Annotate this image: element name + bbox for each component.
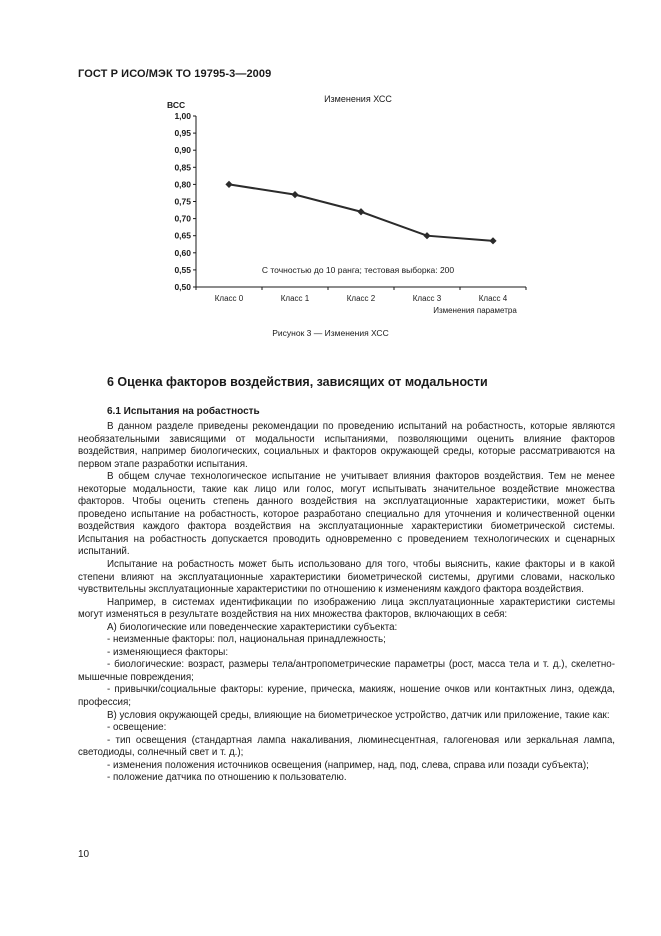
list-item: - положение датчика по отношению к пользователю.: [107, 772, 347, 784]
y-tick-label: 0,60: [174, 247, 191, 258]
figure-caption: Рисунок 3 — Изменения ХСС: [272, 328, 389, 338]
chart-y-axis-label: ВСС: [167, 100, 186, 110]
y-tick-label: 0,70: [174, 213, 191, 224]
data-point: [489, 237, 496, 244]
x-tick-label: Класс 0: [214, 294, 244, 303]
x-tick-label: Класс 4: [478, 294, 508, 303]
y-tick-label: 0,95: [174, 128, 191, 139]
body-text: [78, 421, 615, 785]
page-number: 10: [78, 849, 90, 860]
chart-annotation: С точностью до 10 ранга; тестовая выборка: 200: [261, 265, 455, 275]
list-item: - привычки/социальные факторы: курение, прическа, макияж, ношение очков или контактных линз, одежда, профессия;: [78, 684, 615, 709]
paragraph: В данном разделе приведены рекомендации по проведению испытаний на робастность, которые являются необязательными зависящими от модальности испытаниями, позволяющими оценить влияние факторов воздействия, например биологических, социальных и факторов окружающей среды, которые рассматриваются на первом этапе разработки испытания.: [78, 421, 615, 470]
list-item: - изменения положения источников освещения (например, над, под, слева, справа или позади субъекта);: [107, 759, 589, 771]
paragraph: Например, в системах идентификации по изображению лица эксплуатационные характеристики системы могут изменяться в результате воздействия на них множества факторов, включающих в себя:: [78, 596, 615, 621]
y-tick-label: 1,00: [174, 111, 191, 121]
section-title: 6 Оценка факторов воздействия, зависящих от модальности: [107, 375, 488, 389]
list-item: В) условия окружающей среды, влияющие на биометрическое устройство, датчик или приложение, такие как:: [107, 709, 610, 721]
document-header: ГОСТ Р ИСО/МЭК ТО 19795-3—2009: [78, 68, 272, 80]
data-point: [357, 208, 364, 215]
line-chart: [0, 0, 661, 330]
data-point: [423, 232, 430, 239]
list-item: - освещение:: [107, 722, 167, 734]
paragraph: Испытание на робастность может быть использовано для того, чтобы выяснить, какие факторы и в какой степени влияют на эксплуатационные характеристики биометрической системы, другими словами, насколько чувствительны эксплуатационные характеристики по отношению к изменениям каждого фактора воздействия.: [78, 559, 615, 596]
list-item: А) биологические или поведенческие характеристики субъекта:: [107, 621, 398, 633]
y-tick-label: 0,50: [174, 282, 191, 292]
list-item: - биологические: возраст, размеры тела/антропометрические параметры (рост, масса тела и т. д.), скелетно-мышечные повреждения;: [78, 659, 615, 683]
x-tick-label: Класс 2: [346, 294, 376, 303]
y-tick-label: 0,55: [174, 264, 191, 275]
chart-x-ticks: [196, 287, 526, 303]
subsection-title: 6.1 Испытания на робастность: [107, 406, 260, 417]
x-tick-label: Класс 3: [412, 294, 442, 303]
list-item: - изменяющиеся факторы:: [107, 646, 229, 658]
y-tick-label: 0,65: [174, 230, 191, 241]
data-point: [291, 191, 298, 198]
y-tick-label: 0,75: [174, 196, 191, 207]
paragraph: В общем случае технологическое испытание не учитывает влияния факторов воздействия. Тем не менее некоторые модальности, такие как лицо или голос, могут испытывать значительное воздействие множества факторов. Чтобы оценить степень данного воздействия на эксплуатационные характеристики, может быть проведено испытание на робастность, которое разработано специально для уточнения и количественной оценки воздействия каждого фактора воздействия на эксплуатационные характеристики биометрической системы. Испытания на робастность допускается проводить одновременно с проведением технологических и сценарных испытаний.: [78, 471, 615, 558]
chart-y-ticks: [174, 111, 196, 292]
y-tick-label: 0,80: [174, 179, 191, 190]
y-tick-label: 0,85: [174, 162, 191, 173]
chart-x-axis-label: Изменения параметра: [433, 306, 517, 315]
chart-title: Изменения ХСС: [324, 94, 392, 104]
list-item: - неизменные факторы: пол, национальная принадлежность;: [107, 634, 386, 646]
y-tick-label: 0,90: [174, 145, 191, 156]
data-point: [225, 181, 232, 188]
chart-axes: [196, 116, 526, 287]
list-item: - тип освещения (стандартная лампа накаливания, люминесцентная, галогеновая или зеркальная лампа, светодиоды, солнечный свет и т. д.);: [78, 734, 615, 759]
x-tick-label: Класс 1: [280, 294, 310, 303]
